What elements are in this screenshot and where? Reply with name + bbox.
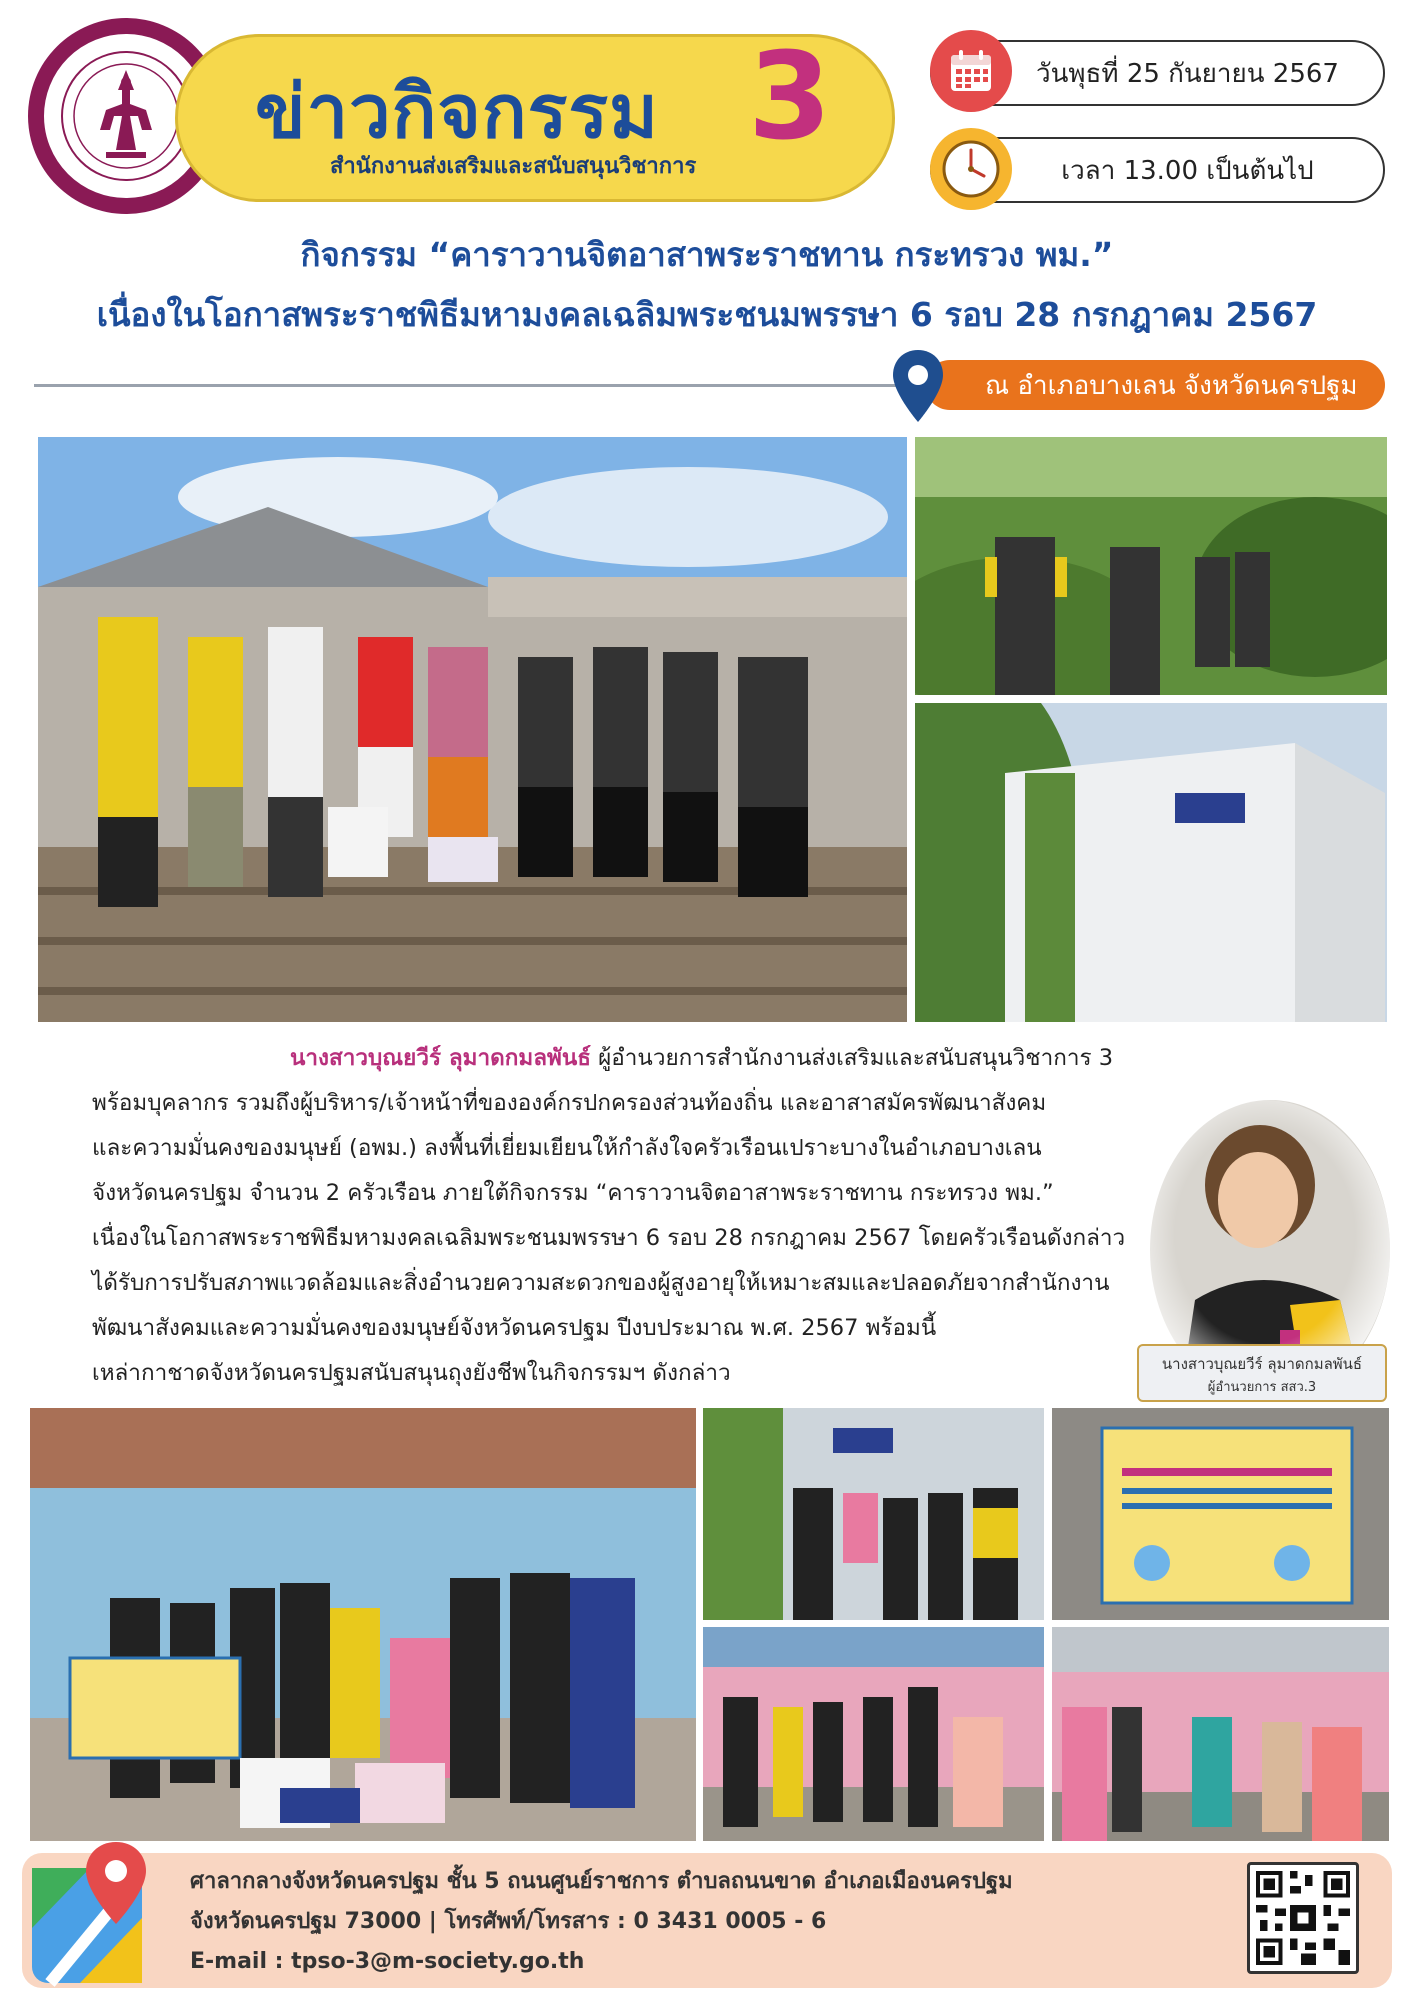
location-text: ณ อำเภอบางเลน จังหวัดนครปฐม [985,370,1358,401]
photo-house-visit [703,1408,1044,1620]
headline-line2: เนื่องในโอกาสพระราชพิธีมหามงคลเฉลิมพระชนมพรรษา 6 รอบ 28 กรกฎาคม 2567 [96,295,1318,334]
body-line-8: เหล่ากาชาดจังหวัดนครปฐมสนับสนุนถุงยังชีพในกิจกรรมฯ ดังกล่าว [92,1360,731,1386]
photo-group-house [38,437,907,1022]
portrait-name: นางสาวบุณยวีร์ ลุมาดกมลพันธ์ [1161,1355,1363,1373]
title-number: 3 [748,28,832,167]
body-line-4: จังหวัดนครปฐม จำนวน 2 ครัวเรือน ภายใต้กิจกรรม “คาราวานจิตอาสาพระราชทาน กระทรวง พม.” [92,1180,1054,1206]
photo-renovated-room [915,703,1387,1022]
time-text: เวลา 13.00 เป็นต้นไป [1061,155,1314,186]
photo-group-banner [30,1408,696,1841]
footer-line-2: จังหวัดนครปฐม 73000 | โทรศัพท์/โทรสาร : 0 3431 0005 - 6 [190,1909,827,1934]
footer-line-1: ศาลากลางจังหวัดนครปฐม ชั้น 5 ถนนศูนย์ราชการ ตำบลถนนขาด อำเภอเมืองนครปฐม [190,1869,1013,1894]
body-line-1 [92,1036,1252,1081]
photo-courtyard-group [703,1627,1044,1841]
body-line-1-rest: ผู้อำนวยการสำนักงานส่งเสริมและสนับสนุนวิชาการ 3 [590,1045,1114,1071]
map-pin-icon [890,348,946,424]
body-line-6: ได้รับการปรับสภาพแวดล้อมและสิ่งอำนวยความสะดวกของผู้สูงอายุให้เหมาะสมและปลอดภัยจากสำนักงาน [92,1270,1110,1296]
footer-address [190,1862,1013,1982]
portrait-role: ผู้อำนวยการ สสว.3 [1207,1380,1317,1395]
body-paragraph [92,1036,1252,1396]
portrait-caption [1137,1344,1387,1402]
body-line-7: พัฒนาสังคมและความมั่นคงของมนุษย์จังหวัดนครปฐม ปีงบประมาณ พ.ศ. 2567 พร้อมนี้ [92,1315,937,1341]
title-main: ข่าวกิจกรรม [255,69,659,155]
photo-walking-path [915,437,1387,695]
date-text: วันพุธที่ 25 กันยายน 2567 [1036,58,1339,89]
photo-courtyard-visit [1052,1627,1389,1841]
body-line-2: พร้อมบุคลากร รวมถึงผู้บริหาร/เจ้าหน้าที่ขององค์กรปกครองส่วนท้องถิ่น และอาสาสมัครพัฒนาสังคม [92,1090,1047,1116]
divider [34,384,914,387]
footer-email: E-mail : tpso-3@m-society.go.th [190,1949,585,1974]
map-location-icon [30,1838,158,1988]
clock-icon [930,128,1012,210]
headline-line1: กิจกรรม “คาราวานจิตอาสาพระราชทาน กระทรวง พม.” [300,235,1114,274]
qr-code-icon[interactable] [1247,1862,1359,1974]
location-pill [925,360,1385,410]
body-line-5: เนื่องในโอกาสพระราชพิธีมหามงคลเฉลิมพระชนมพรรษา 6 รอบ 28 กรกฎาคม 2567 โดยครัวเรือนดังกล่าว [92,1225,1126,1251]
photo-activity-banner [1052,1408,1389,1620]
calendar-icon [930,30,1012,112]
title-subtitle: สำนักงานส่งเสริมและสนับสนุนวิชาการ [330,154,697,179]
body-line-3: และความมั่นคงของมนุษย์ (อพม.) ลงพื้นที่เยี่ยมเยียนให้กำลังใจครัวเรือนเปราะบางในอำเภอบางเลน [92,1135,1042,1161]
director-name: นางสาวบุณยวีร์ ลุมาดกมลพันธ์ [290,1045,591,1071]
